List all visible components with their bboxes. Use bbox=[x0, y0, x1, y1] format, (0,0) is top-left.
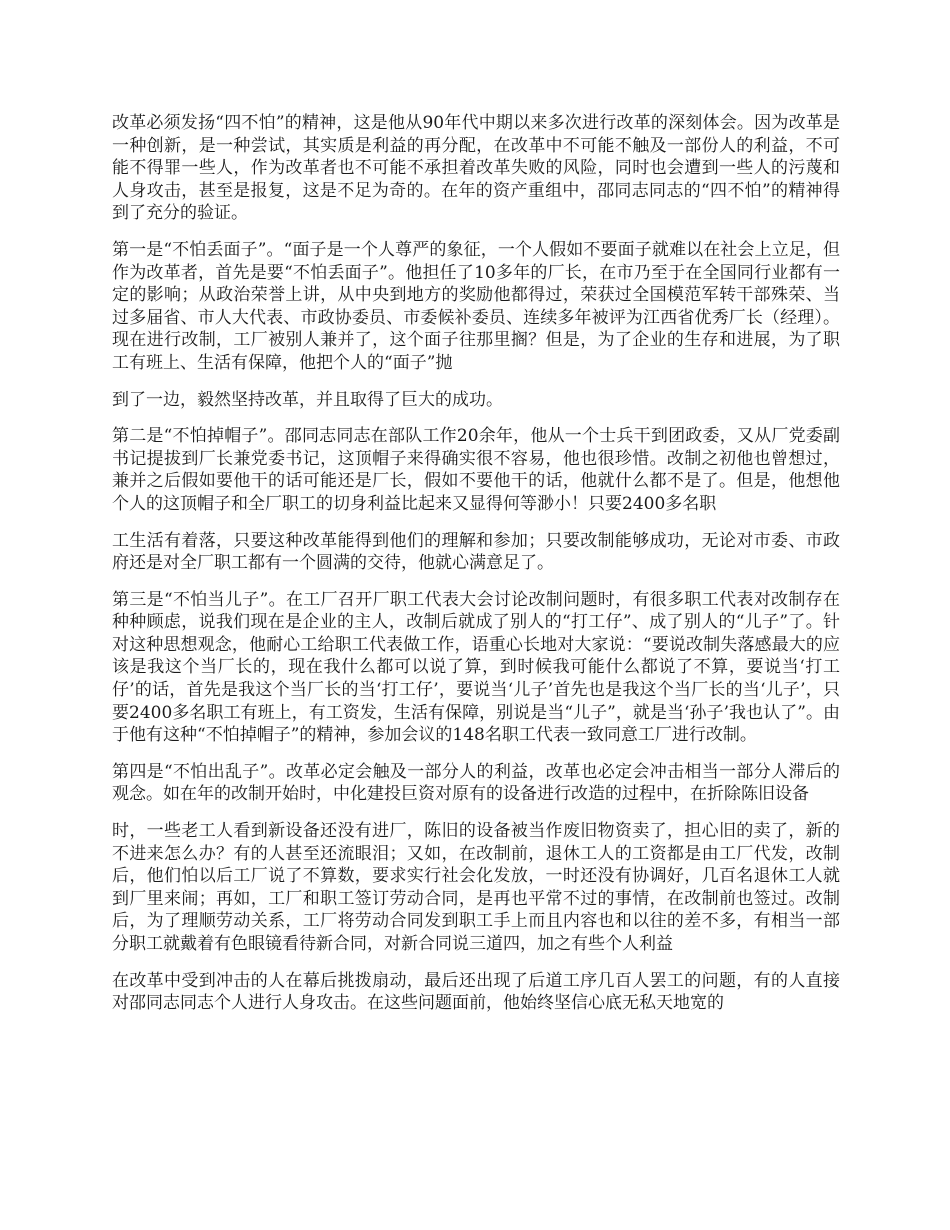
paragraph-disorder-continuation: 时，一些老工人看到新设备还没有进厂，陈旧的设备被当作废旧物资卖了，担心旧的卖了，新的不进来怎么办？有的人甚至还流眼泪；又如，在改制前，退休工人的工资都是由工厂代发，改制后，他们怕以后工厂说了不算数，要求实行社会化发放，一时还没有协调好，几百名退休工人就到厂里来闹；再如，工厂和职工签订劳动合同，是再也平常不过的事情，在改制前也签过。改制后，为了理顺劳动关系，工厂将劳动合同发到职工手上而且内容也和以往的差不多，有相当一部分职工就戴着有色眼镜看待新合同，对新合同说三道四，加之有些个人利益 bbox=[112, 821, 840, 954]
paragraph-face-continuation: 到了一边，毅然坚持改革，并且取得了巨大的成功。 bbox=[112, 389, 503, 410]
paragraph-four-no-fears-intro: 改革必须发扬“四不怕”的精神，这是他从90年代中期以来多次进行改革的深刻体会。因为改革是一种创新，是一种尝试，其实质是利益的再分配，在改革中不可能不触及一部份人的利益，不可能不得罪一些人，作为改革者也不可能不承担着改革失败的风险，同时也会遭到一些人的污蔑和人身攻击，甚至是报复，这是不足为奇的。在年的资产重组中，邵同志同志的“四不怕”的精神得到了充分的验证。 bbox=[112, 113, 840, 224]
paragraph-disorder-closing: 在改革中受到冲击的人在幕后挑拨扇动，最后还出现了后道工序几百人罢工的问题，有的人直接对邵同志同志个人进行人身攻击。在这些问题面前，他始终坚信心底无私天地宽的 bbox=[112, 970, 840, 1014]
paragraph-not-afraid-of-losing-face: 第一是“不怕丢面子”。“面子是一个人尊严的象征，一个人假如不要面子就难以在社会上立足，但作为改革者，首先是要“不怕丢面子”。他担任了10多年的厂长，在市乃至于在全国同行业都有一定的影响；从政治荣誉上讲，从中央到地方的奖励他都得过，荣获过全国模范军转干部殊荣、当过多届省、市人大代表、市政协委员、市委候补委员、连续多年被评为江西省优秀厂长（经理）。现在进行改制，工厂被别人兼并了，这个面子往那里搁？但是，为了企业的生存和进展，为了职工有班上、生活有保障，他把个人的“面子”抛 bbox=[112, 239, 840, 373]
paragraph-not-afraid-of-being-son: 第三是“不怕当儿子”。在工厂召开厂职工代表大会讨论改制问题时，有很多职工代表对改制存在种种顾虑，说我们现在是企业的主人，改制后就成了别人的“打工仔”、成了别人的“儿子”了。针对这种思想观念，他耐心工给职工代表做工作，语重心长地对大家说：“要说改制失落感最大的应该是我这个当厂长的，现在我什么都可以说了算，到时候我可能什么都说了不算，要说当‘打工仔’的话，首先是我这个当厂长的当‘打工仔’，要说当‘儿子’首先也是我这个当厂长的当‘儿子’，只要2400多名职工有班上，有工资发，生活有保障，别说是当“儿子”，就是当‘孙子’我也认了”。由于他有这种“不怕掉帽子”的精神，参加会议的148名职工代表一致同意工厂进行改制。 bbox=[112, 589, 840, 746]
paragraph-not-afraid-of-disorder: 第四是“不怕出乱子”。改革必定会触及一部分人的利益，改革也必定会冲击相当一部分人滞后的观念。如在年的改制开始时，中化建投巨资对原有的设备进行改造的过程中，在折除陈旧设备 bbox=[112, 761, 840, 805]
document-body bbox=[112, 112, 840, 1029]
paragraph-not-afraid-of-losing-post: 第二是“不怕掉帽子”。邵同志同志在部队工作20余年，他从一个士兵干到团政委，又从厂党委副书记提拔到厂长兼党委书记，这顶帽子来得确实很不容易，他也很珍惜。改制之初他也曾想过，兼并之后假如要他干的话可能还是厂长，假如不要他干的话，他就什么都不是了。但是，他想他个人的这顶帽子和全厂职工的切身利益比起来又显得何等渺小！只要2400多名职 bbox=[112, 426, 840, 514]
paragraph-post-continuation: 工生活有着落，只要这种改革能得到他们的理解和参加；只要改制能够成功，无论对市委、市政府还是对全厂职工都有一个圆满的交待，他就心满意足了。 bbox=[112, 530, 840, 574]
